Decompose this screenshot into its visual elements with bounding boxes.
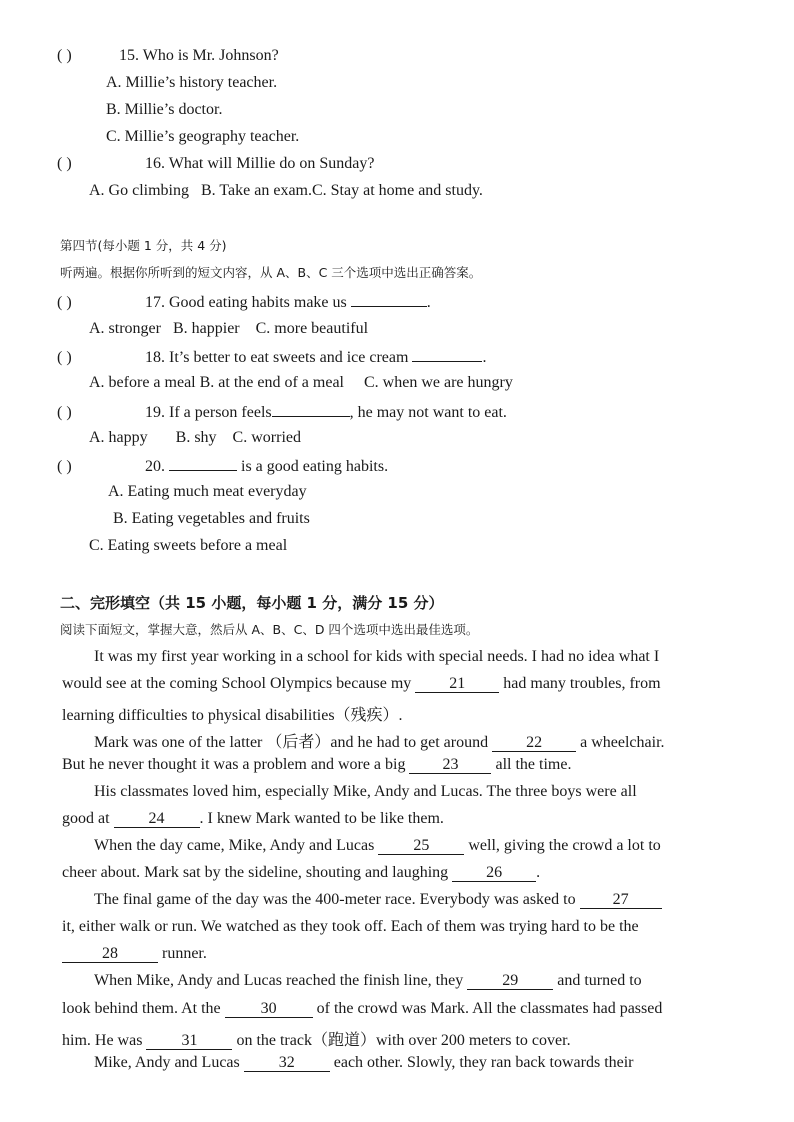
cloze-line bbox=[62, 756, 571, 774]
cloze-line bbox=[62, 675, 661, 693]
cloze-text: each other. Slowly, they ran back towards their bbox=[329, 1054, 634, 1071]
question-18-options: A. before a meal B. at the end of a meal C. when we are hungry bbox=[89, 374, 513, 391]
cloze-text: The final game of the day was the 400-meter race. Everybody was asked to bbox=[94, 891, 580, 908]
cloze-instruction: 阅读下面短文，掌握大意，然后从 A、B、C、D 四个选项中选出最佳选项。 bbox=[60, 622, 479, 637]
option-c: C. Millie’s geography teacher. bbox=[106, 128, 300, 145]
cloze-text: of the crowd was Mark. All the classmates had passed bbox=[312, 1000, 663, 1017]
answer-blank[interactable] bbox=[351, 292, 427, 307]
cloze-line: learning difficulties to physical disabilities（残疾）. bbox=[62, 707, 403, 724]
cloze-blank-28[interactable]: 28 bbox=[62, 946, 158, 963]
question-15 bbox=[57, 47, 279, 65]
cloze-line: His classmates loved him, especially Mike, Andy and Lucas. The three boys were all bbox=[94, 783, 637, 800]
question-18 bbox=[57, 347, 486, 367]
cloze-line bbox=[62, 945, 207, 963]
question-stem: 15. Who is Mr. Johnson? bbox=[119, 47, 279, 64]
option-c: C. Eating sweets before a meal bbox=[89, 537, 288, 554]
cloze-line: It was my first year working in a school for kids with special needs. I had no idea what I bbox=[94, 648, 660, 665]
cloze-blank-29[interactable]: 29 bbox=[467, 973, 553, 990]
cloze-text: would see at the coming School Olympics because my bbox=[62, 675, 416, 692]
cloze-line: it, either walk or run. We watched as they took off. Each of them was trying hard to be the bbox=[62, 918, 639, 935]
cloze-text: well, giving the crowd a lot to bbox=[464, 837, 661, 854]
question-stem: 19. If a person feels bbox=[145, 404, 272, 421]
question-17-options: A. stronger B. happier C. more beautiful bbox=[89, 320, 369, 337]
cloze-text: Mark was one of the latter （后者）and he had to get around bbox=[94, 734, 493, 751]
answer-paren[interactable]: ( ) bbox=[57, 155, 72, 172]
answer-blank[interactable] bbox=[169, 456, 237, 471]
cloze-blank-25[interactable]: 25 bbox=[378, 838, 464, 855]
cloze-blank-22[interactable]: 22 bbox=[492, 735, 576, 752]
cloze-line bbox=[62, 810, 444, 828]
cloze-line bbox=[62, 864, 540, 882]
cloze-line bbox=[94, 729, 665, 752]
question-stem-end: , he may not want to eat. bbox=[349, 404, 507, 421]
cloze-blank-27[interactable]: 27 bbox=[580, 892, 662, 909]
cloze-text: When Mike, Andy and Lucas reached the finish line, they bbox=[94, 972, 468, 989]
cloze-line bbox=[94, 837, 661, 855]
answer-paren[interactable]: ( ) bbox=[57, 458, 72, 475]
option-a: A. Eating much meat everyday bbox=[108, 483, 307, 500]
cloze-line bbox=[62, 1000, 662, 1018]
cloze-line bbox=[62, 1027, 571, 1050]
cloze-line bbox=[94, 891, 662, 909]
cloze-title: 二、完形填空（共 15 小题，每小题 1 分，满分 15 分） bbox=[60, 594, 444, 612]
cloze-text: look behind them. At the bbox=[62, 1000, 225, 1017]
question-17 bbox=[57, 292, 431, 312]
cloze-blank-23[interactable]: 23 bbox=[409, 757, 491, 774]
question-19-options: A. happy B. shy C. worried bbox=[89, 429, 301, 446]
question-stem: 20. bbox=[145, 458, 169, 475]
cloze-text: . I knew Mark wanted to be like them. bbox=[199, 810, 444, 827]
cloze-line bbox=[94, 972, 642, 990]
question-20 bbox=[57, 456, 388, 476]
option-b: B. Eating vegetables and fruits bbox=[113, 510, 310, 527]
cloze-blank-26[interactable]: 26 bbox=[452, 865, 536, 882]
cloze-text: But he never thought it was a problem and wore a big bbox=[62, 756, 410, 773]
cloze-text: a wheelchair. bbox=[576, 734, 665, 751]
cloze-blank-24[interactable]: 24 bbox=[114, 811, 200, 828]
cloze-blank-21[interactable]: 21 bbox=[415, 676, 499, 693]
answer-paren[interactable]: ( ) bbox=[57, 47, 72, 64]
cloze-text: cheer about. Mark sat by the sideline, shouting and laughing bbox=[62, 864, 453, 881]
question-stem: 17. Good eating habits make us bbox=[145, 294, 351, 311]
question-stem: 18. It’s better to eat sweets and ice cream bbox=[145, 349, 413, 366]
cloze-text: on the track（跑道）with over 200 meters to cover. bbox=[232, 1032, 571, 1049]
question-stem-end: . bbox=[426, 294, 431, 311]
question-stem-end: . bbox=[482, 349, 487, 366]
cloze-text: and turned to bbox=[553, 972, 642, 989]
cloze-text: good at bbox=[62, 810, 114, 827]
answer-paren[interactable]: ( ) bbox=[57, 349, 72, 366]
question-stem: 16. What will Millie do on Sunday? bbox=[145, 155, 375, 172]
answer-blank[interactable] bbox=[412, 347, 482, 362]
cloze-text: . bbox=[536, 864, 541, 881]
section-4-instruction: 听两遍。根据你所听到的短文内容，从 A、B、C 三个选项中选出正确答案。 bbox=[60, 265, 482, 280]
cloze-text: had many troubles, from bbox=[499, 675, 661, 692]
question-stem-end: is a good eating habits. bbox=[237, 458, 389, 475]
cloze-text: all the time. bbox=[491, 756, 572, 773]
option-a: A. Millie’s history teacher. bbox=[106, 74, 278, 91]
section-4-heading: 第四节(每小题 1 分，共 4 分) bbox=[60, 238, 227, 253]
cloze-text: Mike, Andy and Lucas bbox=[94, 1054, 244, 1071]
cloze-blank-31[interactable]: 31 bbox=[146, 1033, 232, 1050]
cloze-text: him. He was bbox=[62, 1032, 147, 1049]
answer-blank[interactable] bbox=[272, 402, 350, 417]
cloze-line bbox=[94, 1054, 634, 1072]
cloze-blank-32[interactable]: 32 bbox=[244, 1055, 330, 1072]
answer-paren[interactable]: ( ) bbox=[57, 404, 72, 421]
question-19 bbox=[57, 402, 507, 422]
cloze-text: runner. bbox=[158, 945, 207, 962]
cloze-text: When the day came, Mike, Andy and Lucas bbox=[94, 837, 379, 854]
option-b: B. Millie’s doctor. bbox=[106, 101, 223, 118]
answer-paren[interactable]: ( ) bbox=[57, 294, 72, 311]
question-16 bbox=[57, 155, 374, 173]
question-16-options: A. Go climbing B. Take an exam.C. Stay at home and study. bbox=[89, 182, 483, 199]
cloze-blank-30[interactable]: 30 bbox=[225, 1001, 313, 1018]
